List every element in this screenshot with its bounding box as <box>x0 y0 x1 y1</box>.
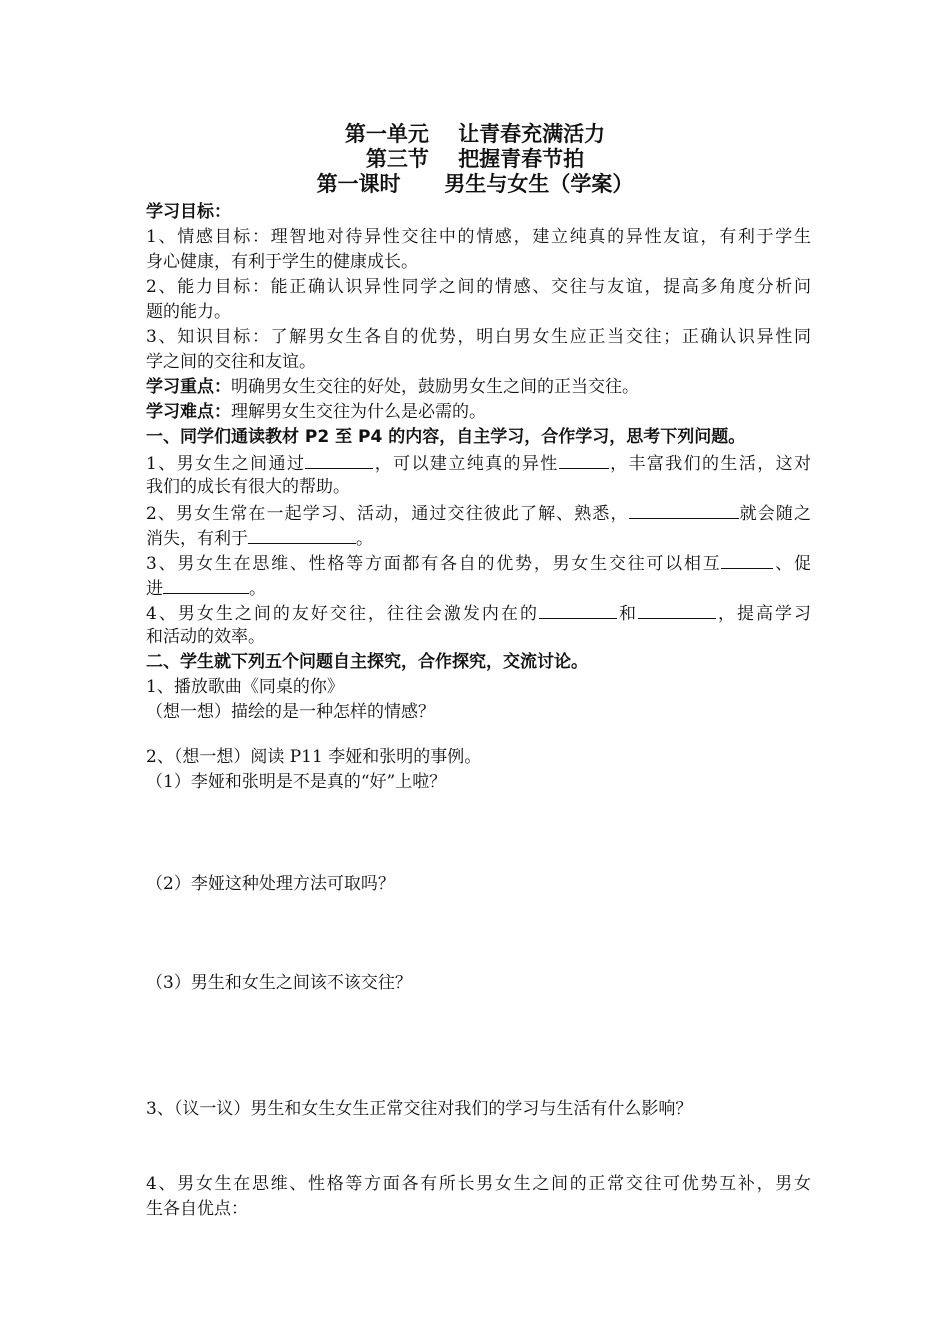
q2-blank-2[interactable] <box>248 525 356 544</box>
q3-text-c: 进 <box>146 579 163 599</box>
focus-text: 明确男女生交往的好处，鼓励男女生之间的正当交往。 <box>231 377 639 397</box>
q4-text-c: ，提高学习 <box>715 604 811 624</box>
item-1: 1、播放歌曲《同桌的你》 <box>146 677 344 697</box>
question-2-line-2 <box>146 525 811 550</box>
item-2-block <box>146 745 811 795</box>
ability-objective-line-2: 题的能力。 <box>146 302 231 322</box>
item-2-question-3-block <box>146 971 811 996</box>
q1-text-c: ，丰富我们的生活，这对 <box>608 454 812 474</box>
question-4-line-1 <box>146 600 811 625</box>
difficulty-label: 学习难点： <box>146 402 231 422</box>
question-3-line-1 <box>146 550 811 575</box>
q4-blank-2[interactable] <box>638 600 716 619</box>
main-content <box>146 200 811 725</box>
item-3-block <box>146 1097 811 1122</box>
q4-text-a: 4、男女生之间的友好交往，往往会激发内在的 <box>146 604 539 624</box>
item-1-question: （想一想）描绘的是一种怎样的情感？ <box>146 702 435 722</box>
item-4-block <box>146 1172 811 1222</box>
q2-blank-1[interactable] <box>629 500 739 519</box>
q3-text-b: 、促 <box>773 554 811 574</box>
part1-heading: 一、同学们通读教材 P2 至 P4 的内容，自主学习，合作学习，思考下列问题。 <box>146 427 746 447</box>
q1-text-a: 1、男女生之间通过 <box>146 454 306 474</box>
item-2-question-2-block <box>146 872 811 897</box>
difficulty-text: 理解男女生交往为什么是必需的。 <box>231 402 486 422</box>
q3-blank-2[interactable] <box>163 575 249 594</box>
knowledge-objective-line-1: 3、知识目标：了解男女生各自的优势，明白男女生应正当交往；正确认识异性同 <box>146 327 811 347</box>
knowledge-objective-line-2: 学之间的交往和友谊。 <box>146 352 316 372</box>
item-2: 2、（想一想）阅读 P11 李娅和张明的事例。 <box>146 747 482 767</box>
item-2-question-2: （2）李娅这种处理方法可取吗？ <box>146 874 395 894</box>
q3-text-a: 3、男女生在思维、性格等方面都有各自的优势，男女生交往可以相互 <box>146 554 722 574</box>
item-3: 3、（议一议）男生和女生女生正常交往对我们的学习与生活有什么影响？ <box>146 1099 693 1119</box>
question-2-line-1 <box>146 500 811 525</box>
item-4-line-2: 生各自优点： <box>146 1199 248 1219</box>
q4-text-b: 和 <box>616 604 638 624</box>
objectives-heading: 学习目标： <box>146 202 231 222</box>
q2-text-d: 。 <box>356 529 373 549</box>
question-1-line-1 <box>146 450 811 475</box>
lesson-title: 第一课时 男生与女生（学案） <box>316 172 634 196</box>
title-block <box>0 122 950 197</box>
q1-text-b: ，可以建立纯真的异性 <box>373 454 559 474</box>
q3-text-d: 。 <box>249 579 266 599</box>
q4-blank-1[interactable] <box>539 600 617 619</box>
emotion-objective-line-1: 1、情感目标：理智地对待异性交往中的情感，建立纯真的异性友谊，有利于学生 <box>146 227 811 247</box>
item-4-line-1: 4、男女生在思维、性格等方面各有所长男女生之间的正常交往可优势互补，男女 <box>146 1174 811 1194</box>
learning-focus <box>146 375 811 400</box>
q1-blank-1[interactable] <box>305 450 373 469</box>
emotion-objective-line-2: 身心健康，有利于学生的健康成长。 <box>146 252 418 272</box>
q1-blank-2[interactable] <box>559 450 609 469</box>
q2-text-a: 2、男女生常在一起学习、活动，通过交往彼此了解、熟悉， <box>146 504 629 524</box>
learning-difficulty <box>146 400 811 425</box>
question-1-line-2: 我们的成长有很大的帮助。 <box>146 477 350 497</box>
section-title: 第三节 把握青春节拍 <box>365 147 585 171</box>
question-3-line-2 <box>146 575 811 600</box>
q3-blank-1[interactable] <box>721 550 773 569</box>
q2-text-b: 就会随之 <box>738 504 811 524</box>
focus-label: 学习重点： <box>146 377 231 397</box>
item-2-question-3: （3）男生和女生之间该不该交往？ <box>146 973 412 993</box>
q2-text-c: 消失，有利于 <box>146 529 248 549</box>
part2-heading: 二、学生就下列五个问题自主探究，合作探究，交流讨论。 <box>146 652 588 672</box>
unit-title: 第一单元 让青春充满活力 <box>344 122 606 146</box>
item-2-question-1: （1）李娅和张明是不是真的“好”上啦？ <box>146 772 447 792</box>
ability-objective-line-1: 2、能力目标：能正确认识异性同学之间的情感、交往与友谊，提高多角度分析问 <box>146 277 811 297</box>
question-4-line-2: 和活动的效率。 <box>146 627 265 647</box>
